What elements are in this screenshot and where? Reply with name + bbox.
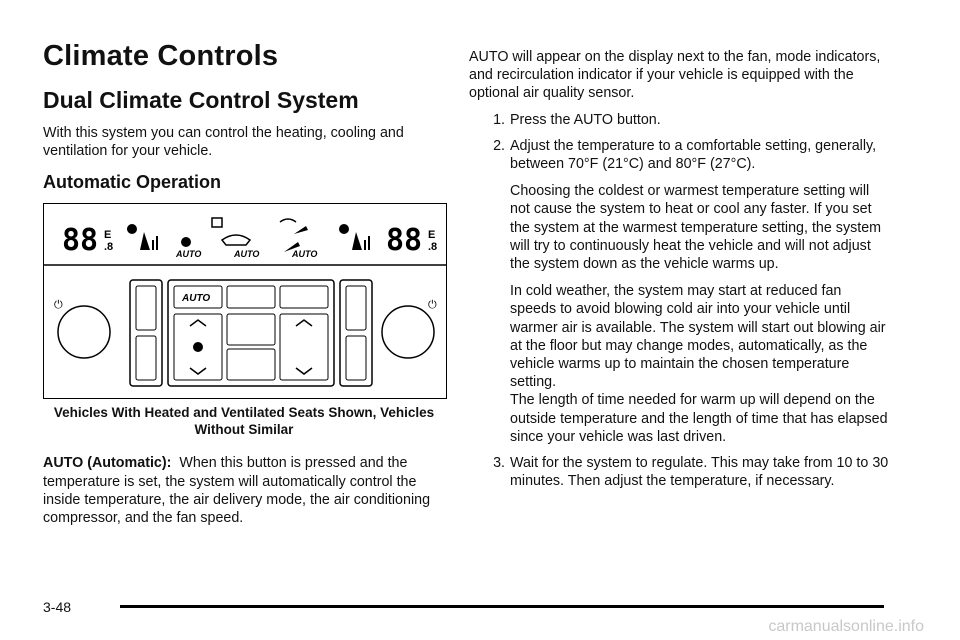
step-3: 3. Wait for the system to regulate. This may take from 10 to 30 minutes. Then adjust the temperature, if necessary. — [493, 455, 889, 490]
steps-list — [469, 111, 889, 174]
right-temp-digits: 88 — [386, 223, 423, 259]
climate-panel-illustration — [44, 204, 446, 398]
step2-paragraph-3: The length of time needed for warm up will depend on the outside temperature and the length of time that has elapsed since your vehicle was last driven. — [510, 392, 888, 445]
step-2: 2. Adjust the temperature to a comfortable setting, generally, between 70°F (21°C) and 80°F (27°C). — [493, 137, 877, 173]
figure-caption: Vehicles With Heated and Ventilated Seats Shown, Vehicles Without Similar — [53, 405, 435, 438]
footer-rule — [120, 605, 884, 608]
svg-text:E: E — [428, 229, 436, 242]
svg-text:.8: .8 — [104, 241, 114, 254]
display-auto-fan: AUTO — [176, 249, 202, 260]
intro-paragraph: With this system you can control the heating, cooling and ventilation for your vehicle. — [43, 125, 404, 160]
svg-text:⏻: ⏻ — [428, 298, 437, 312]
right-intro: AUTO will appear on the display next to the fan, mode indicators, and recirculation indicator if your vehicle is equipped with the optional air quality sensor. — [469, 49, 881, 102]
step2-paragraph-1: Choosing the coldest or warmest temperature setting will not cause the system to heat or cool any faster. If you set the system at the warmest temperature setting, the system will try to continuously heat the vehicle and will not adjust the system down as the vehicle warms up. — [510, 183, 882, 273]
display-auto-recirc: AUTO — [234, 249, 260, 260]
svg-text:E: E — [104, 229, 112, 242]
fan-indicator-icon — [181, 237, 191, 247]
subsection-heading: Automatic Operation — [43, 172, 222, 193]
watermark: carmanualsonline.info — [768, 618, 924, 635]
left-temp-knob[interactable] — [58, 306, 110, 358]
mode-indicator-icon — [280, 219, 308, 252]
steps-list-continued — [469, 454, 889, 490]
page-heading: Climate Controls — [43, 40, 279, 72]
climate-control-figure — [43, 203, 447, 399]
display-auto-mode: AUTO — [292, 249, 318, 260]
auto-term: AUTO (Automatic): — [43, 455, 172, 472]
right-column — [469, 48, 889, 490]
auto-button-label: AUTO — [182, 293, 211, 305]
left-temp-digits: 88 — [62, 223, 99, 259]
right-temp-knob[interactable] — [382, 306, 434, 358]
left-column — [43, 40, 453, 527]
recirc-indicator-icon — [212, 218, 250, 245]
step2-paragraph-2: In cold weather, the system may start at reduced fan speeds to avoid blowing cold air into your vehicle until warmer air is available. The system will start out blowing air at the floor but may change modes, automatically, as the vehicle warms up to maintain the chosen temperature setting. — [510, 283, 886, 391]
auto-description-text: When this button is pressed and the temperature is set, the system will automatically control the inside temperature, the air delivery mode, the air conditioning compressor, and the fan speed. — [43, 455, 431, 527]
svg-text:⏻: ⏻ — [54, 298, 63, 312]
right-seat-fan-icon — [339, 224, 370, 250]
section-heading: Dual Climate Control System — [43, 87, 359, 113]
left-seat-fan-icon — [127, 224, 158, 250]
svg-text:.8: .8 — [428, 241, 438, 254]
page-number: 3-48 — [43, 599, 72, 615]
auto-description — [43, 454, 453, 527]
step-1: 1. Press the AUTO button. — [493, 111, 661, 128]
